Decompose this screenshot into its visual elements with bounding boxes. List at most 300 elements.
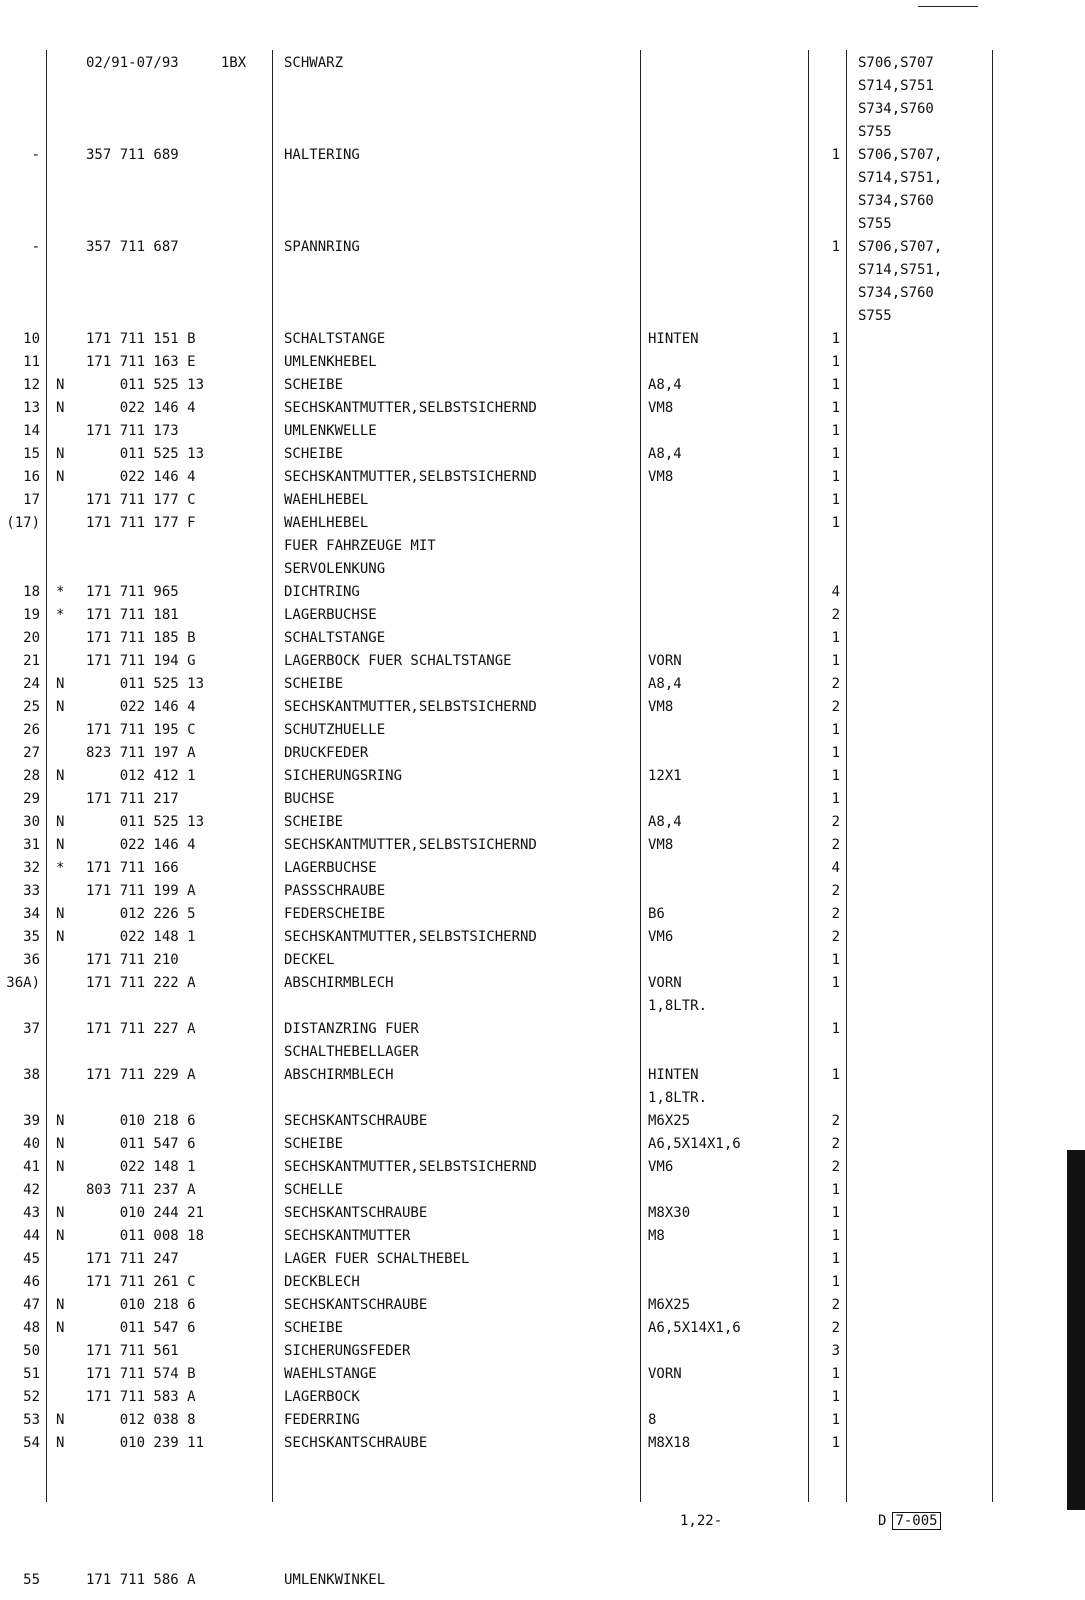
row-description: SECHSKANTSCHRAUBE [284, 1435, 428, 1451]
row-mark: N [56, 1320, 65, 1336]
row-part-number: 022 146 4 [86, 469, 196, 485]
row-quantity: 1 [831, 400, 840, 416]
table-row [0, 742, 1085, 765]
row-remark: A8,4 [648, 676, 682, 692]
row-remark: 1,8LTR. [648, 998, 708, 1014]
row-quantity: 2 [831, 883, 840, 899]
row-position: 20 [23, 630, 40, 646]
table-row [0, 1317, 1085, 1340]
row-remark: A6,5X14X1,6 [648, 1320, 741, 1336]
row-remark: VM8 [648, 469, 674, 485]
table-row [0, 1225, 1085, 1248]
row-position: 18 [23, 584, 40, 600]
row-position: 36A) [6, 975, 40, 991]
row-position: 53 [23, 1412, 40, 1428]
row-part-number: 012 412 1 [86, 768, 196, 784]
row-mark: * [56, 607, 65, 623]
row-mark: N [56, 1412, 65, 1428]
row-position: 54 [23, 1435, 40, 1451]
footer-lang: D [878, 1513, 887, 1529]
row-mark: N [56, 1297, 65, 1313]
row-description: SECHSKANTMUTTER,SELBSTSICHERND [284, 929, 537, 945]
table-row [0, 627, 1085, 650]
table-row [0, 259, 1085, 282]
row-models: S734,S760 [858, 101, 934, 117]
row-description: WAEHLHEBEL [284, 492, 369, 508]
row-part-number: 171 711 227 A [86, 1021, 196, 1037]
row-remark: VM6 [648, 929, 674, 945]
table-row [0, 1018, 1085, 1041]
table-row [0, 834, 1085, 857]
row-part-number: 171 711 151 B [86, 331, 196, 347]
row-position: 21 [23, 653, 40, 669]
row-part-number: 012 038 8 [86, 1412, 196, 1428]
row-remark: 12X1 [648, 768, 682, 784]
row-mark: N [56, 929, 65, 945]
footer-page-number: 7-005 [892, 1512, 940, 1530]
row-remark: A8,4 [648, 377, 682, 393]
table-row [0, 880, 1085, 903]
row-remark: A6,5X14X1,6 [648, 1136, 741, 1152]
table-row [0, 788, 1085, 811]
row-part-number: 171 711 261 C [86, 1274, 196, 1290]
table-row [0, 121, 1085, 144]
row-description: LAGER FUER SCHALTHEBEL [284, 1251, 470, 1267]
row-part-number: 171 711 574 B [86, 1366, 196, 1382]
row-part-number: 803 711 237 A [86, 1182, 196, 1198]
row-mark: * [56, 860, 65, 876]
table-row [0, 466, 1085, 489]
row-description: SECHSKANTMUTTER,SELBSTSICHERND [284, 699, 537, 715]
row-remark: M8X30 [648, 1205, 691, 1221]
row-remark: 1,8LTR. [648, 1090, 708, 1106]
row-description: SICHERUNGSRING [284, 768, 403, 784]
row-remark: M6X25 [648, 1297, 691, 1313]
row-position: 11 [23, 354, 40, 370]
scan-edge-shadow [1067, 1150, 1085, 1510]
row-quantity: 1 [831, 630, 840, 646]
row-description: DISTANZRING FUER [284, 1021, 419, 1037]
row-position: 43 [23, 1205, 40, 1221]
table-row [0, 305, 1085, 328]
row-part-number: 011 547 6 [86, 1320, 196, 1336]
trailing-pos: 55 [23, 1572, 40, 1588]
row-mark: * [56, 584, 65, 600]
row-part-number: 010 239 11 [86, 1435, 205, 1451]
row-part-number: 011 008 18 [86, 1228, 205, 1244]
table-row [0, 397, 1085, 420]
table-row [0, 512, 1085, 535]
top-rule [918, 6, 978, 7]
row-description: LAGERBUCHSE [284, 607, 377, 623]
row-quantity: 2 [831, 1159, 840, 1175]
row-position: 40 [23, 1136, 40, 1152]
row-part-number: 171 711 185 B [86, 630, 196, 646]
row-quantity: 2 [831, 1113, 840, 1129]
row-models: S706,S707, [858, 239, 943, 255]
row-quantity: 2 [831, 837, 840, 853]
row-quantity: 1 [831, 1251, 840, 1267]
row-quantity: 2 [831, 1320, 840, 1336]
row-part-number: 022 146 4 [86, 837, 196, 853]
row-quantity: 4 [831, 860, 840, 876]
row-description: HALTERING [284, 147, 360, 163]
row-description: SICHERUNGSFEDER [284, 1343, 411, 1359]
row-mark: N [56, 1205, 65, 1221]
row-quantity: 2 [831, 676, 840, 692]
row-position: 36 [23, 952, 40, 968]
row-position: 39 [23, 1113, 40, 1129]
table-row [0, 190, 1085, 213]
row-quantity: 1 [831, 1389, 840, 1405]
row-part-number: 022 146 4 [86, 400, 196, 416]
table-row [0, 811, 1085, 834]
row-part-number: 011 525 13 [86, 446, 205, 462]
row-position: - [31, 239, 40, 255]
trailing-desc: UMLENKWINKEL [284, 1572, 386, 1588]
row-quantity: 1 [831, 1182, 840, 1198]
row-description: ABSCHIRMBLECH [284, 1067, 394, 1083]
row-part-number: 022 148 1 [86, 929, 196, 945]
row-quantity: 1 [831, 768, 840, 784]
table-row [0, 765, 1085, 788]
table-row [0, 374, 1085, 397]
row-position: 35 [23, 929, 40, 945]
row-part-number: 171 711 583 A [86, 1389, 196, 1405]
table-row [0, 236, 1085, 259]
row-quantity: 1 [831, 1366, 840, 1382]
row-models: S714,S751, [858, 170, 943, 186]
row-position: 44 [23, 1228, 40, 1244]
row-position: 29 [23, 791, 40, 807]
row-part-number: 357 711 689 [86, 147, 179, 163]
row-quantity: 1 [831, 1412, 840, 1428]
row-position: 13 [23, 400, 40, 416]
row-position: 48 [23, 1320, 40, 1336]
row-part-number: 171 711 177 F [86, 515, 196, 531]
trailing-part: 171 711 586 A [86, 1572, 196, 1588]
row-description: PASSSCHRAUBE [284, 883, 386, 899]
row-position: 32 [23, 860, 40, 876]
table-row [0, 558, 1085, 581]
row-position: 50 [23, 1343, 40, 1359]
table-row [0, 144, 1085, 167]
row-mark: N [56, 377, 65, 393]
table-row [0, 489, 1085, 512]
row-part-number: 02/91-07/93 1BX [86, 55, 247, 71]
row-part-number: 010 218 6 [86, 1113, 196, 1129]
table-row [0, 1271, 1085, 1294]
row-quantity: 1 [831, 1274, 840, 1290]
row-part-number: 357 711 687 [86, 239, 179, 255]
row-remark: M8 [648, 1228, 665, 1244]
row-mark: N [56, 446, 65, 462]
row-position: 47 [23, 1297, 40, 1313]
row-position: 15 [23, 446, 40, 462]
row-position: - [31, 147, 40, 163]
table-row [0, 1133, 1085, 1156]
row-part-number: 171 711 561 [86, 1343, 179, 1359]
row-description: FEDERSCHEIBE [284, 906, 386, 922]
row-description: SCHUTZHUELLE [284, 722, 386, 738]
table-row [0, 995, 1085, 1018]
row-description: ABSCHIRMBLECH [284, 975, 394, 991]
row-description: SERVOLENKUNG [284, 561, 386, 577]
row-description: SCHELLE [284, 1182, 344, 1198]
row-mark: N [56, 469, 65, 485]
table-row [0, 75, 1085, 98]
row-part-number: 171 711 199 A [86, 883, 196, 899]
row-quantity: 2 [831, 929, 840, 945]
row-models: S755 [858, 124, 892, 140]
table-row [0, 1294, 1085, 1317]
row-description: WAEHLHEBEL [284, 515, 369, 531]
row-models: S734,S760 [858, 285, 934, 301]
table-row [0, 673, 1085, 696]
table-row [0, 581, 1085, 604]
row-mark: N [56, 676, 65, 692]
row-position: 19 [23, 607, 40, 623]
row-position: 46 [23, 1274, 40, 1290]
row-description: DRUCKFEDER [284, 745, 369, 761]
row-description: SCHEIBE [284, 446, 344, 462]
row-position: 45 [23, 1251, 40, 1267]
table-row [0, 857, 1085, 880]
row-quantity: 1 [831, 515, 840, 531]
table-row [0, 972, 1085, 995]
row-position: 41 [23, 1159, 40, 1175]
row-quantity: 1 [831, 1205, 840, 1221]
table-row [0, 167, 1085, 190]
table-row [0, 1340, 1085, 1363]
row-part-number: 823 711 197 A [86, 745, 196, 761]
row-part-number: 011 525 13 [86, 814, 205, 830]
table-row [0, 949, 1085, 972]
row-mark: N [56, 699, 65, 715]
row-mark: N [56, 400, 65, 416]
row-position: (17) [6, 515, 40, 531]
row-quantity: 2 [831, 906, 840, 922]
row-quantity: 1 [831, 331, 840, 347]
row-description: SPANNRING [284, 239, 360, 255]
row-remark: VM6 [648, 1159, 674, 1175]
table-row [0, 1110, 1085, 1133]
row-description: FEDERRING [284, 1412, 360, 1428]
table-row [0, 903, 1085, 926]
row-remark: A8,4 [648, 446, 682, 462]
row-quantity: 1 [831, 791, 840, 807]
row-part-number: 171 711 229 A [86, 1067, 196, 1083]
footer-code: 1,22- [680, 1513, 723, 1529]
row-description: DECKBLECH [284, 1274, 360, 1290]
row-part-number: 011 547 6 [86, 1136, 196, 1152]
row-remark: HINTEN [648, 331, 699, 347]
row-quantity: 1 [831, 377, 840, 393]
row-mark: N [56, 837, 65, 853]
row-remark: VM8 [648, 837, 674, 853]
row-position: 30 [23, 814, 40, 830]
row-description: SECHSKANTSCHRAUBE [284, 1297, 428, 1313]
row-models: S706,S707 [858, 55, 934, 71]
row-remark: B6 [648, 906, 665, 922]
row-quantity: 2 [831, 699, 840, 715]
row-quantity: 1 [831, 745, 840, 761]
row-description: SCHEIBE [284, 377, 344, 393]
row-mark: N [56, 1113, 65, 1129]
row-quantity: 1 [831, 469, 840, 485]
footer-page [878, 1513, 941, 1529]
row-position: 38 [23, 1067, 40, 1083]
row-description: LAGERBUCHSE [284, 860, 377, 876]
row-part-number: 022 148 1 [86, 1159, 196, 1175]
row-quantity: 1 [831, 1067, 840, 1083]
row-remark: HINTEN [648, 1067, 699, 1083]
row-remark: VM8 [648, 400, 674, 416]
row-quantity: 1 [831, 1021, 840, 1037]
row-position: 12 [23, 377, 40, 393]
row-models: S706,S707, [858, 147, 943, 163]
row-quantity: 1 [831, 722, 840, 738]
row-position: 34 [23, 906, 40, 922]
row-position: 42 [23, 1182, 40, 1198]
row-part-number: 171 711 166 [86, 860, 179, 876]
table-row [0, 282, 1085, 305]
row-mark: N [56, 768, 65, 784]
row-mark: N [56, 1159, 65, 1175]
row-position: 28 [23, 768, 40, 784]
table-row [0, 696, 1085, 719]
row-description: UMLENKWELLE [284, 423, 377, 439]
row-quantity: 1 [831, 423, 840, 439]
row-part-number: 171 711 194 G [86, 653, 196, 669]
table-row [0, 1179, 1085, 1202]
row-part-number: 171 711 163 E [86, 354, 196, 370]
row-remark: M8X18 [648, 1435, 691, 1451]
row-part-number: 171 711 177 C [86, 492, 196, 508]
table-row [0, 535, 1085, 558]
table-row [0, 1202, 1085, 1225]
row-models: S714,S751, [858, 262, 943, 278]
table-row [0, 443, 1085, 466]
table-row [0, 719, 1085, 742]
row-models: S734,S760 [858, 193, 934, 209]
row-quantity: 1 [831, 1228, 840, 1244]
row-description: SECHSKANTMUTTER [284, 1228, 411, 1244]
row-description: BUCHSE [284, 791, 335, 807]
row-position: 27 [23, 745, 40, 761]
table-row [0, 328, 1085, 351]
table-row [0, 926, 1085, 949]
row-description: SECHSKANTMUTTER,SELBSTSICHERND [284, 1159, 537, 1175]
row-part-number: 171 711 222 A [86, 975, 196, 991]
row-description: WAEHLSTANGE [284, 1366, 377, 1382]
row-description: SCHWARZ [284, 55, 344, 71]
row-part-number: 011 525 13 [86, 676, 205, 692]
table-row [0, 604, 1085, 627]
row-description: SECHSKANTMUTTER,SELBSTSICHERND [284, 469, 537, 485]
row-quantity: 1 [831, 975, 840, 991]
row-description: DICHTRING [284, 584, 360, 600]
table-row [0, 1041, 1085, 1064]
row-position: 10 [23, 331, 40, 347]
table-row [0, 1087, 1085, 1110]
table-row [0, 213, 1085, 236]
table-row [0, 98, 1085, 121]
row-description: LAGERBOCK FUER SCHALTSTANGE [284, 653, 512, 669]
table-row [0, 1386, 1085, 1409]
row-remark: M6X25 [648, 1113, 691, 1129]
trailing-row [0, 1572, 1085, 1600]
row-description: LAGERBOCK [284, 1389, 360, 1405]
table-row [0, 52, 1085, 75]
row-description: DECKEL [284, 952, 335, 968]
row-position: 26 [23, 722, 40, 738]
row-position: 51 [23, 1366, 40, 1382]
row-part-number: 171 711 965 [86, 584, 179, 600]
row-part-number: 171 711 247 [86, 1251, 179, 1267]
row-description: SCHEIBE [284, 814, 344, 830]
table-row [0, 1363, 1085, 1386]
row-part-number: 171 711 195 C [86, 722, 196, 738]
row-remark: VORN [648, 653, 682, 669]
row-part-number: 010 244 21 [86, 1205, 205, 1221]
row-quantity: 1 [831, 653, 840, 669]
row-description: SECHSKANTMUTTER,SELBSTSICHERND [284, 400, 537, 416]
row-position: 31 [23, 837, 40, 853]
row-description: SCHALTHEBELLAGER [284, 1044, 419, 1060]
row-part-number: 010 218 6 [86, 1297, 196, 1313]
row-quantity: 1 [831, 147, 840, 163]
row-position: 37 [23, 1021, 40, 1037]
row-mark: N [56, 814, 65, 830]
table-row [0, 650, 1085, 673]
row-description: SCHEIBE [284, 1136, 344, 1152]
row-description: SECHSKANTMUTTER,SELBSTSICHERND [284, 837, 537, 853]
row-position: 17 [23, 492, 40, 508]
row-models: S755 [858, 308, 892, 324]
row-description: SCHALTSTANGE [284, 630, 386, 646]
row-quantity: 1 [831, 1435, 840, 1451]
row-part-number: 011 525 13 [86, 377, 205, 393]
row-mark: N [56, 1136, 65, 1152]
table-row [0, 1409, 1085, 1432]
row-remark: 8 [648, 1412, 657, 1428]
row-quantity: 1 [831, 354, 840, 370]
table-row [0, 1432, 1085, 1455]
row-quantity: 2 [831, 607, 840, 623]
row-description: SCHEIBE [284, 676, 344, 692]
row-position: 52 [23, 1389, 40, 1405]
row-description: FUER FAHRZEUGE MIT [284, 538, 436, 554]
row-description: SECHSKANTSCHRAUBE [284, 1205, 428, 1221]
row-part-number: 171 711 217 [86, 791, 179, 807]
row-remark: VM8 [648, 699, 674, 715]
row-mark: N [56, 906, 65, 922]
row-description: SCHALTSTANGE [284, 331, 386, 347]
row-quantity: 1 [831, 492, 840, 508]
table-row [0, 1248, 1085, 1271]
row-quantity: 2 [831, 814, 840, 830]
row-position: 14 [23, 423, 40, 439]
table-row [0, 351, 1085, 374]
row-remark: A8,4 [648, 814, 682, 830]
row-description: SECHSKANTSCHRAUBE [284, 1113, 428, 1129]
row-part-number: 171 711 181 [86, 607, 179, 623]
row-description: SCHEIBE [284, 1320, 344, 1336]
table-row [0, 420, 1085, 443]
row-position: 16 [23, 469, 40, 485]
row-models: S755 [858, 216, 892, 232]
